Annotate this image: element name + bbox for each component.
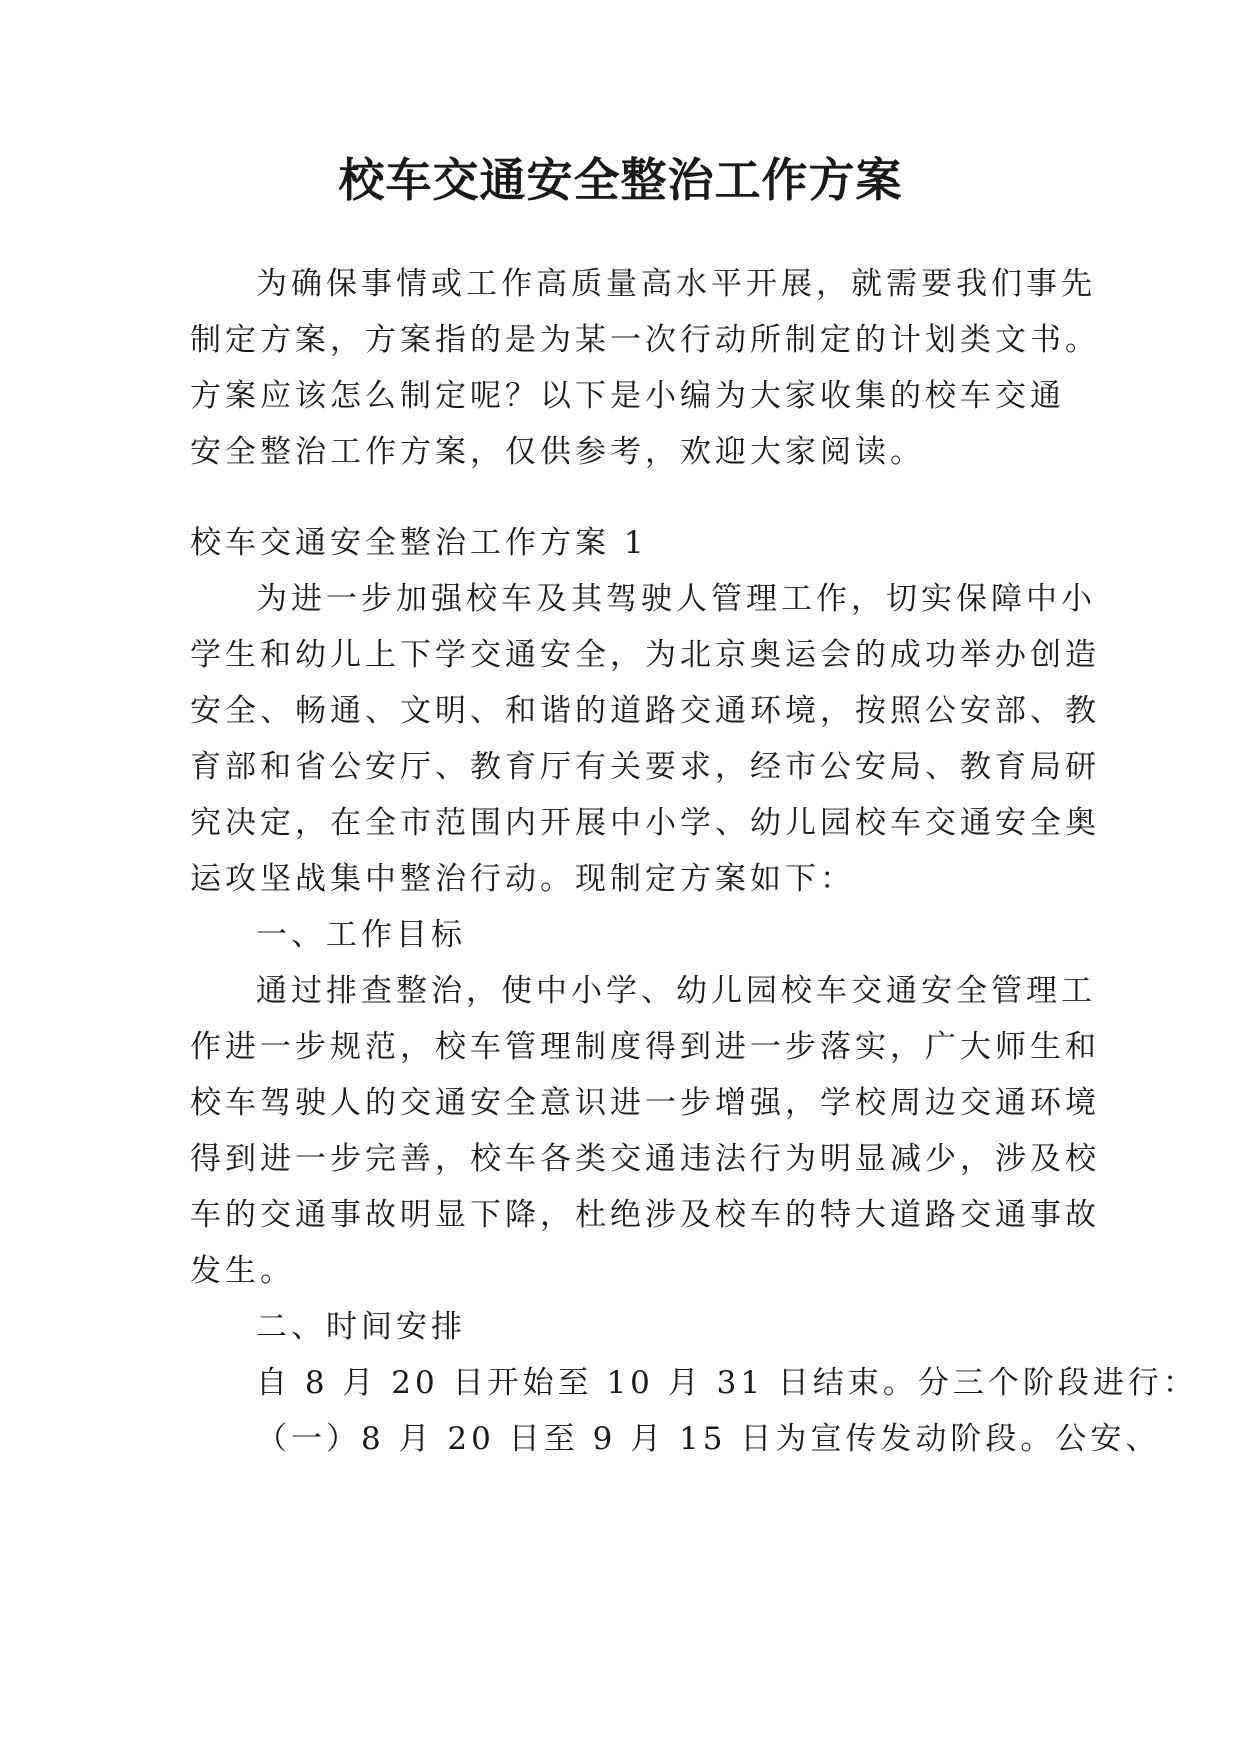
paragraph-line: 车的交通事故明显下降，杜绝涉及校车的特大道路交通事故 (190, 1197, 1100, 1233)
intro-line: 制定方案，方案指的是为某一次行动所制定的计划类文书。 (190, 322, 1100, 358)
paragraph-line: 发生。 (190, 1253, 295, 1289)
section-heading: 校车交通安全整治工作方案 1 (190, 525, 648, 561)
intro-line: 为确保事情或工作高质量高水平开展，就需要我们事先 (256, 266, 1096, 302)
heading-schedule: 二、时间安排 (256, 1309, 466, 1345)
paragraph-line: 作进一步规范，校车管理制度得到进一步落实，广大师生和 (190, 1029, 1100, 1065)
paragraph-line: 得到进一步完善，校车各类交通违法行为明显减少，涉及校 (190, 1141, 1100, 1177)
paragraph-line: 为进一步加强校车及其驾驶人管理工作，切实保障中小 (256, 581, 1096, 617)
intro-line: 安全整治工作方案，仅供参考，欢迎大家阅读。 (190, 434, 925, 470)
paragraph-line: （一）8 月 20 日至 9 月 15 日为宣传发动阶段。公安、 (256, 1421, 1161, 1457)
heading-work-goal: 一、工作目标 (256, 917, 466, 953)
paragraph-line: 运攻坚战集中整治行动。现制定方案如下： (190, 861, 855, 897)
paragraph-line: 究决定，在全市范围内开展中小学、幼儿园校车交通安全奥 (190, 805, 1100, 841)
intro-line: 方案应该怎么制定呢？以下是小编为大家收集的校车交通 (190, 378, 1065, 414)
paragraph-line: 自 8 月 20 日开始至 10 月 31 日结束。分三个阶段进行： (256, 1365, 1198, 1401)
paragraph-line: 育部和省公安厅、教育厅有关要求，经市公安局、教育局研 (190, 749, 1100, 785)
paragraph-line: 通过排查整治，使中小学、幼儿园校车交通安全管理工 (256, 973, 1096, 1009)
paragraph-line: 校车驾驶人的交通安全意识进一步增强，学校周边交通环境 (190, 1085, 1100, 1121)
paragraph-line: 安全、畅通、文明、和谐的道路交通环境，按照公安部、教 (190, 693, 1100, 729)
paragraph-line: 学生和幼儿上下学交通安全，为北京奥运会的成功举办创造 (190, 637, 1100, 673)
document-title: 校车交通安全整治工作方案 (338, 153, 903, 207)
